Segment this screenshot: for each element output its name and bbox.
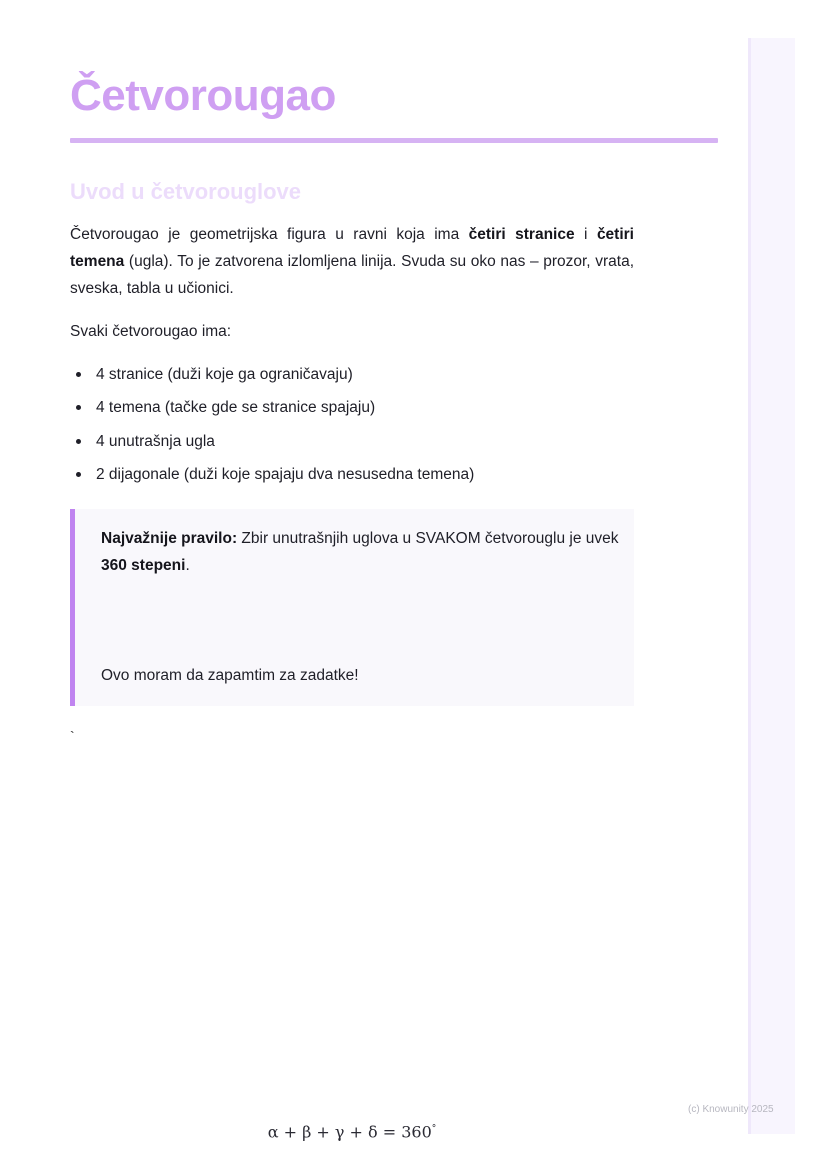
side-margin-strip [748, 38, 795, 1134]
page-title: Četvorougao [70, 71, 336, 120]
intro-paragraph [70, 221, 634, 302]
intro-text-2: i [574, 226, 597, 243]
list-item [70, 461, 474, 494]
angle-sum-formula [70, 1117, 634, 1144]
rule-callout [70, 509, 634, 1142]
rule-label: Najvažnije pravilo: [101, 530, 238, 547]
bullet-icon [76, 472, 81, 477]
bullet-icon [76, 405, 81, 410]
stray-mark: ` [70, 728, 75, 744]
list-item-text: 4 unutrašnja ugla [96, 432, 215, 450]
rule-text-1: Zbir unutrašnjih uglova u SVAKOM četvorouglu je uvek [237, 530, 619, 547]
bullet-icon [76, 372, 81, 377]
list-item [70, 361, 474, 394]
list-item [70, 394, 474, 427]
rule-text [101, 525, 621, 579]
formula-text: α + β + γ + δ = 360 [267, 1122, 432, 1142]
bullet-icon [76, 439, 81, 444]
intro-text-1: Četvorougao je geometrijska figura u ravni koja ima [70, 226, 469, 243]
list-item-text: 4 stranice (duži koje ga ograničavaju) [96, 366, 353, 383]
list-item-text: 2 dijagonale (duži koje spajaju dva nesusedna temena) [96, 465, 475, 483]
degree-symbol: ° [431, 1124, 437, 1134]
rule-text-2: . [185, 557, 190, 574]
list-item-text: 4 temena (tačke gde se stranice spajaju) [96, 399, 376, 417]
rule-bold-360: 360 stepeni [101, 557, 186, 574]
intro-bold-sides: četiri stranice [468, 226, 575, 243]
callout-accent-bar [70, 509, 75, 706]
properties-list [70, 361, 474, 494]
intro-bold-vertices: četiri temena [70, 226, 634, 270]
list-lead: Svaki četvorougao ima: [70, 323, 232, 340]
intro-text-3: (ugla). To je zatvorena izlomljena linija. Svuda su oko nas – prozor, vrata, sveska, tabla u učionici. [70, 253, 634, 297]
list-item [70, 428, 474, 461]
copyright-footer: (c) Knowunity 2025 [688, 1104, 774, 1115]
title-divider [70, 138, 718, 143]
remember-note: Ovo moram da zapamtim za zadatke! [101, 667, 359, 684]
section-heading: Uvod u četvorouglove [70, 179, 302, 204]
